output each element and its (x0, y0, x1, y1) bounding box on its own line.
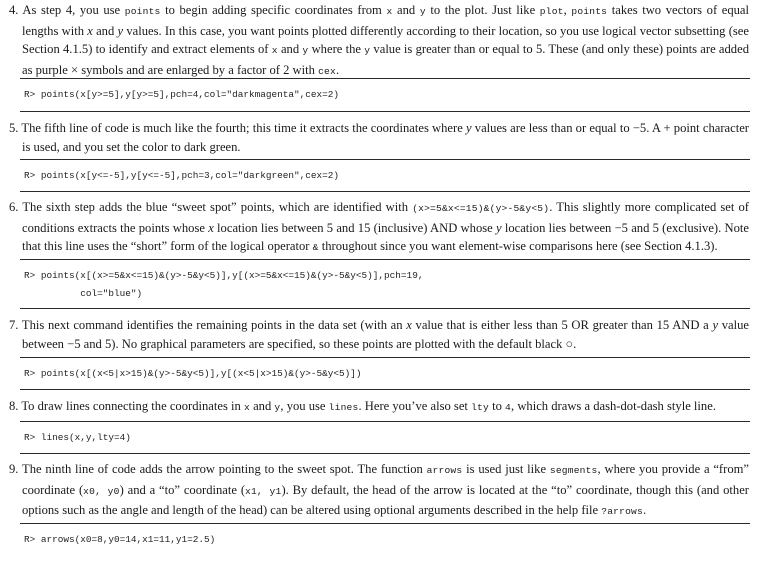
inline-code: cex (318, 65, 336, 77)
inline-code: ?arrows (601, 506, 643, 517)
inline-code: x (386, 6, 393, 17)
paragraph-text: 9. The ninth line of code adds the arrow pointing to the sweet spot. The function (9, 462, 427, 476)
paragraph-text: value that is either less than 5 OR greater than 15 AND a (411, 318, 713, 332)
inline-code: & (312, 242, 319, 253)
paragraph-text: ) and a “to” coordinate ( (119, 482, 246, 497)
code-line: col="blue") (24, 288, 143, 299)
inline-code: plot (539, 6, 564, 17)
inline-code: lines (328, 402, 359, 413)
step-7-paragraph (9, 316, 749, 353)
paragraph-text: value is greater than or equal to 5. These (and only these) points are added as purple × symbols and are enlarged by a factor of 2 with (22, 42, 749, 77)
paragraph-text: location lies between 5 and 15 (inclusive) AND whose (213, 220, 496, 235)
paragraph-text: , which draws a dash-dot-dash style line. (511, 399, 716, 413)
paragraph-text: to (488, 399, 506, 413)
step-7-code-box (20, 357, 750, 390)
paragraph-text: 4. As step 4, you use (9, 3, 125, 17)
step-8-paragraph (9, 397, 749, 418)
italic-text: y (466, 121, 472, 135)
paragraph-text: values. In this case, you want points plotted differently according to their location, so you use logical vector subsetting (see Section 4.1.5) to identify and extract elements of (22, 23, 749, 56)
paragraph-text: , where you provide a “from” coordinate ( (22, 462, 749, 497)
inline-code: x1, y1 (245, 485, 282, 497)
paragraph-text: and (249, 399, 275, 413)
paragraph-text: , (563, 3, 572, 17)
inline-code: y (419, 6, 426, 17)
inline-code: 4 (505, 402, 512, 413)
paragraph-text: throughout since you want element-wise comparisons here (see Section 4.1.3). (318, 239, 718, 253)
inline-code: y (364, 45, 371, 56)
paragraph-text: and (92, 23, 118, 38)
paragraph-text: values are less than or equal to −5. A + point character is used, and you set the color to dark green. (22, 121, 749, 154)
italic-text: x (87, 23, 93, 38)
inline-code: x0, y0 (83, 485, 120, 497)
step-6-code-box (20, 259, 750, 309)
paragraph-text: is used just like (462, 462, 550, 476)
paragraph-text: value between −5 and 5). No graphical parameters are specified, so these points are plotted with the default black ○. (22, 318, 750, 351)
paragraph-text: ). By default, the head of the arrow is located at the “to” coordinate, though this (and other options such as the angle and length of the head) can be altered using optional arguments described in the help file (22, 482, 749, 517)
code-line: R> arrows(x0=8,y0=14,x1=11,y1=2.5) (24, 534, 216, 545)
paragraph-text: , you use (280, 399, 329, 413)
inline-code: y (274, 402, 281, 413)
paragraph-text: to begin adding specific coordinates from (160, 3, 387, 17)
step-8-code-box (20, 421, 750, 454)
italic-text: x (208, 220, 214, 235)
paragraph-text: . (642, 503, 647, 517)
code-line: R> points(x[y<=-5],y[y<=-5],pch=3,col="darkgreen",cex=2) (24, 170, 340, 181)
step-9-code-box (20, 523, 750, 564)
code-line: R> points(x[(x<5|x>15)&(y>-5&y<5)],y[(x<5|x>15)&(y>-5&y<5)]) (24, 368, 362, 379)
italic-text: y (495, 220, 502, 235)
step-5-code-box (20, 159, 750, 192)
paragraph-text: . (335, 62, 340, 77)
inline-code: y (302, 45, 309, 56)
italic-text: y (712, 318, 719, 332)
paragraph-text: location lies between −5 and 5 (exclusive). Note that this line uses the “short” form of the logical operator (22, 220, 750, 253)
inline-code: segments (549, 465, 598, 476)
paragraph-text: where the (308, 42, 365, 56)
inline-code: (x>=5&x<=15)&(y>-5&y<5) (412, 203, 550, 214)
italic-text: x (406, 318, 412, 332)
paragraph-text: 5. The fifth line of code is much like the fourth; this time it extracts the coordinates where (9, 121, 466, 135)
inline-code: points (571, 6, 608, 17)
code-line: R> points(x[(x>=5&x<=15)&(y>-5&y<5)],y[(x>=5&x<=15)&(y>-5&y<5)],pch=19, (24, 270, 424, 281)
step-6-paragraph (9, 198, 749, 258)
paragraph-text: and (392, 3, 420, 17)
paragraph-text: . Here you’ve also set (358, 399, 472, 413)
paragraph-text: 6. The sixth step adds the blue “sweet spot” points, which are identified with (9, 200, 413, 214)
paragraph-text: 7. This next command identifies the remaining points in the data set (with an (9, 318, 407, 332)
paragraph-text: 8. To draw lines connecting the coordinates in (9, 399, 244, 413)
paragraph-text: takes two vectors of equal lengths with (22, 3, 750, 38)
code-line: R> lines(x,y,lty=4) (24, 432, 131, 443)
inline-code: x (243, 402, 250, 413)
code-line: R> points(x[y>=5],y[y>=5],pch=4,col="darkmagenta",cex=2) (24, 89, 340, 100)
paragraph-text: . This slightly more complicated set of conditions extracts the points whose (22, 200, 749, 235)
inline-code: points (124, 6, 161, 17)
paragraph-text: and (277, 42, 303, 56)
italic-text: y (117, 23, 124, 38)
inline-code: lty (471, 402, 489, 413)
step-9-paragraph (9, 460, 749, 522)
step-4-code-box (20, 78, 750, 112)
step-5-paragraph (9, 119, 749, 156)
inline-code: x (271, 45, 278, 56)
inline-code: arrows (426, 465, 463, 476)
step-4-paragraph (9, 1, 749, 81)
paragraph-text: to the plot. Just like (425, 3, 540, 17)
